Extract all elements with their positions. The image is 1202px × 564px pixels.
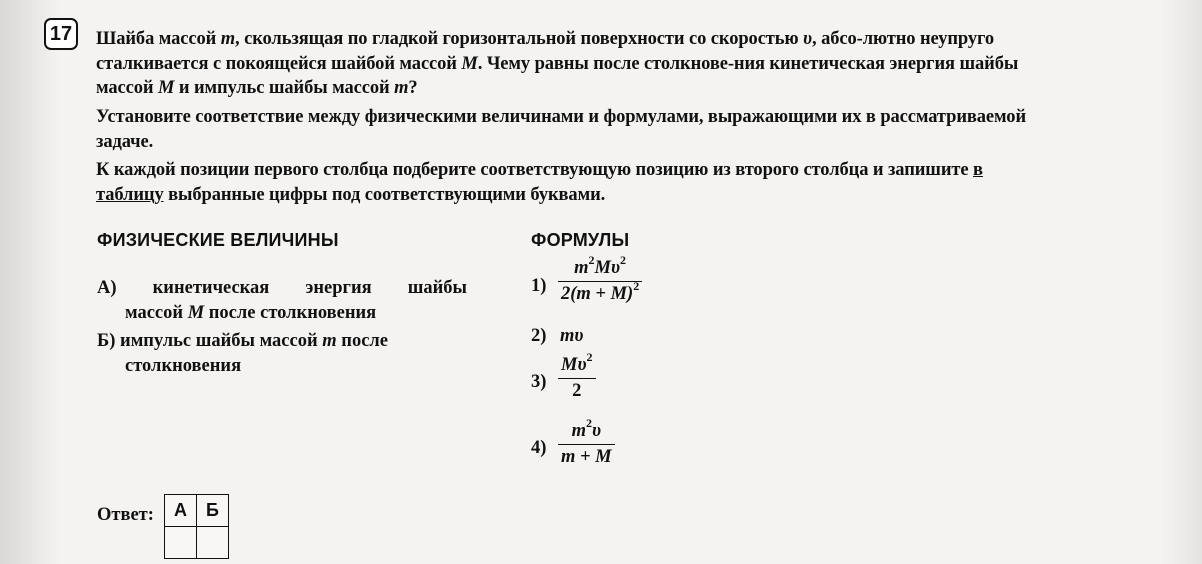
formula-2-label: 2) bbox=[531, 326, 547, 346]
instruction-match: Установите соответствие между физическими величинами и формулами, выражающими их в рассматриваемой задаче. bbox=[96, 107, 1027, 152]
instruction-table: К каждой позиции первого столбца подберите соответствующую позицию из второго столбца и запишите в таблицу выбранные цифры под соответствующими буквами. bbox=[96, 160, 983, 205]
table-link: в таблицу bbox=[96, 160, 983, 205]
answer-cell-a[interactable] bbox=[165, 527, 197, 559]
answer-cell-b[interactable] bbox=[197, 527, 229, 559]
answer-label: Ответ: bbox=[97, 505, 154, 525]
formula-3: $M\upsilon^2$ 2 bbox=[558, 355, 596, 402]
formula-1: $m^2M\upsilon^2$ $2(m + M)^2$ bbox=[558, 258, 642, 305]
answer-col-b-header: Б bbox=[197, 495, 229, 527]
answer-col-a-header: А bbox=[165, 495, 197, 527]
formula-2: mυ bbox=[560, 326, 584, 346]
problem-statement: Шайба массой m, скользящая по гладкой горизонтальной поверхности со скоростью υ, абсо-лютно неупруго сталкивается с покоящейся шайбой массой M. Чему равны после столкнове-ния кинетическая энергия шайбы массой M и импульс шайбы массой m? bbox=[96, 29, 1019, 98]
formulas-header: ФОРМУЛЫ bbox=[531, 230, 630, 250]
quantities-header: ФИЗИЧЕСКИЕ ВЕЛИЧИНЫ bbox=[97, 230, 339, 250]
formula-3-label: 3) bbox=[531, 372, 547, 392]
scan-shadow-right bbox=[1162, 0, 1202, 564]
task-number-badge: 17 bbox=[44, 18, 78, 50]
quantity-a: А) кинетическая энергия шайбы массой M после столкновения bbox=[97, 278, 467, 323]
formula-4-label: 4) bbox=[531, 438, 547, 458]
quantity-b: Б) импульс шайбы массой m после столкновения bbox=[97, 331, 389, 376]
answer-table bbox=[164, 494, 229, 559]
scan-shadow-left bbox=[0, 0, 60, 564]
formula-4: $m^2\upsilon$ m + M bbox=[558, 421, 615, 468]
formula-1-label: 1) bbox=[531, 276, 547, 296]
